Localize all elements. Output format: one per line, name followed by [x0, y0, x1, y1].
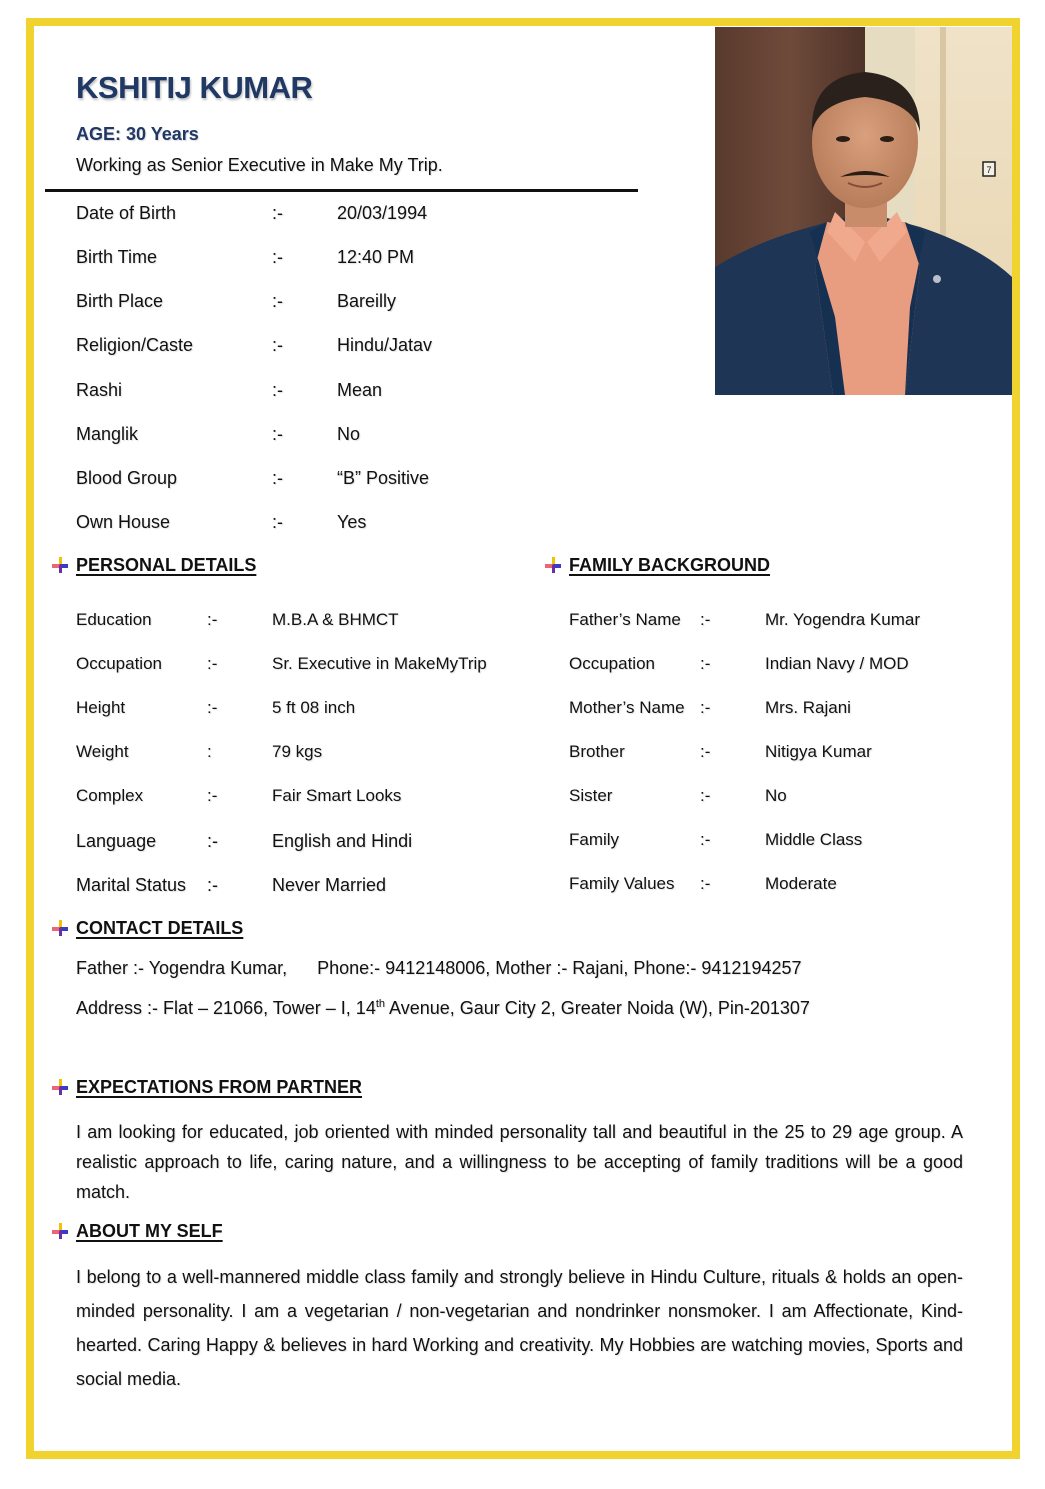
detail-value: 12:40 PM [337, 247, 415, 267]
personal-details-heading [76, 555, 256, 576]
detail-value: Hindu/Jatav [337, 335, 433, 355]
basic-detail-row [76, 247, 636, 271]
detail-separator: :- [272, 512, 283, 532]
detail-separator: :- [272, 291, 283, 311]
detail-value: 20/03/1994 [337, 203, 428, 223]
contact-details-heading [76, 918, 243, 939]
address-ordinal-suffix: th [375, 998, 386, 1010]
profile-photo [715, 27, 1012, 395]
detail-value: Never Married [272, 875, 387, 895]
detail-label: Religion/Caste [76, 335, 194, 355]
detail-label: Manglik [76, 424, 139, 444]
family-background-heading [569, 555, 770, 576]
detail-separator: :- [272, 335, 283, 355]
detail-value: “B” Positive [337, 468, 430, 488]
four-color-cross-bullet-icon [545, 557, 561, 573]
detail-label: Mother’s Name [569, 698, 685, 717]
detail-label: Occupation [569, 654, 655, 673]
detail-label: Date of Birth [76, 203, 177, 223]
personal-detail-row [76, 698, 526, 722]
family-detail-row [569, 698, 989, 722]
detail-separator: :- [272, 424, 283, 444]
detail-separator: :- [272, 468, 283, 488]
portrait-image [715, 27, 1012, 395]
detail-label: Birth Place [76, 291, 164, 311]
detail-separator: :- [207, 786, 218, 805]
detail-separator: :- [207, 875, 218, 895]
detail-value: Fair Smart Looks [272, 786, 402, 805]
personal-detail-row [76, 831, 526, 855]
detail-value: Mean [337, 380, 383, 400]
detail-label: Education [76, 610, 152, 629]
detail-separator: :- [700, 610, 711, 629]
detail-separator: :- [207, 698, 218, 717]
contact-address [76, 998, 810, 1019]
basic-detail-row [76, 335, 636, 359]
address-prefix: Address :- Flat – 21066, Tower – I, 14 [76, 998, 376, 1018]
detail-value: M.B.A & BHMCT [272, 610, 399, 629]
four-color-cross-bullet-icon [52, 920, 68, 936]
detail-value: Bareilly [337, 291, 397, 311]
personal-detail-row [76, 610, 526, 634]
detail-label: Rashi [76, 380, 123, 400]
expectations-text: I am looking for educated, job oriented with minded personality tall and beautiful in the 25 to 29 age group. A realistic approach to life, caring nature, and a willingness to be accepting of family traditions will be a good match. [76, 1122, 963, 1202]
detail-value: English and Hindi [272, 831, 413, 851]
detail-value: 5 ft 08 inch [272, 698, 356, 717]
detail-separator: :- [700, 830, 711, 849]
detail-value: Moderate [765, 874, 837, 893]
detail-separator: :- [700, 874, 711, 893]
detail-separator: :- [272, 247, 283, 267]
detail-label: Family Values [569, 874, 675, 893]
detail-value: Nitigya Kumar [765, 742, 872, 761]
detail-label: Father’s Name [569, 610, 681, 629]
detail-label: Blood Group [76, 468, 178, 488]
detail-label: Complex [76, 786, 144, 805]
personal-detail-row [76, 875, 526, 899]
four-color-cross-bullet-icon [52, 1223, 68, 1239]
detail-value: No [765, 786, 787, 805]
basic-detail-row [76, 512, 636, 536]
detail-separator: :- [700, 742, 711, 761]
detail-label: Birth Time [76, 247, 158, 267]
detail-separator: :- [207, 831, 218, 851]
section-title: EXPECTATIONS FROM PARTNER [76, 1077, 363, 1097]
about-heading [76, 1221, 223, 1242]
family-detail-row [569, 742, 989, 766]
detail-label: Own House [76, 512, 171, 532]
detail-separator: :- [207, 654, 218, 673]
contact-phones: Father :- Yogendra Kumar, Phone:- 9412148006, Mother :- Rajani, Phone:- 9412194257 [76, 958, 802, 978]
detail-separator: :- [207, 610, 218, 629]
detail-value: Mrs. Rajani [765, 698, 851, 717]
header-divider [45, 189, 638, 192]
personal-detail-row [76, 654, 526, 678]
detail-label: Marital Status [76, 875, 187, 895]
detail-label: Brother [569, 742, 625, 761]
detail-value: Yes [337, 512, 367, 532]
family-detail-row [569, 786, 989, 810]
detail-label: Occupation [76, 654, 162, 673]
personal-detail-row [76, 742, 526, 766]
detail-value: 79 kgs [272, 742, 323, 761]
family-detail-row [569, 654, 989, 678]
basic-detail-row [76, 380, 636, 404]
four-color-cross-bullet-icon [52, 557, 68, 573]
candidate-name: KSHITIJ KUMAR [76, 70, 313, 105]
address-suffix: Avenue, Gaur City 2, Greater Noida (W), Pin-201307 [385, 998, 810, 1018]
detail-separator: :- [272, 380, 283, 400]
personal-detail-row [76, 786, 526, 810]
detail-label: Family [569, 830, 620, 849]
candidate-age: AGE: 30 Years [76, 124, 199, 144]
family-detail-row [569, 610, 989, 634]
basic-detail-row [76, 468, 636, 492]
detail-value: Indian Navy / MOD [765, 654, 909, 673]
family-detail-row [569, 830, 989, 854]
detail-label: Height [76, 698, 126, 717]
svg-text:7: 7 [986, 165, 992, 175]
expectations-heading [76, 1077, 362, 1098]
detail-separator: :- [700, 654, 711, 673]
basic-detail-row [76, 424, 636, 448]
section-title: PERSONAL DETAILS [76, 555, 257, 575]
section-title: FAMILY BACKGROUND [569, 555, 771, 575]
detail-separator: :- [700, 698, 711, 717]
detail-label: Weight [76, 742, 129, 761]
basic-detail-row [76, 203, 636, 227]
detail-separator: :- [700, 786, 711, 805]
detail-separator: : [207, 742, 212, 761]
detail-label: Sister [569, 786, 613, 805]
detail-separator: :- [272, 203, 283, 223]
section-title: ABOUT MY SELF [76, 1221, 223, 1241]
detail-value: No [337, 424, 361, 444]
detail-label: Language [76, 831, 157, 851]
detail-value: Mr. Yogendra Kumar [765, 610, 920, 629]
basic-detail-row [76, 291, 636, 315]
family-detail-row [569, 874, 989, 898]
detail-value: Sr. Executive in MakeMyTrip [272, 654, 487, 673]
four-color-cross-bullet-icon [52, 1079, 68, 1095]
about-text: I belong to a well-mannered middle class family and strongly believe in Hindu Culture, rituals & holds an open-minded personality. I am a vegetarian / non-vegetarian and nondrinker nonsmoker. I am Affectionate, Kind-hearted. Caring Happy & believes in hard Working and creativity. My Hobbies are watching movies, Sports and social media. [76, 1267, 963, 1389]
detail-value: Middle Class [765, 830, 863, 849]
candidate-tagline: Working as Senior Executive in Make My Trip. [76, 155, 443, 175]
section-title: CONTACT DETAILS [76, 918, 244, 938]
